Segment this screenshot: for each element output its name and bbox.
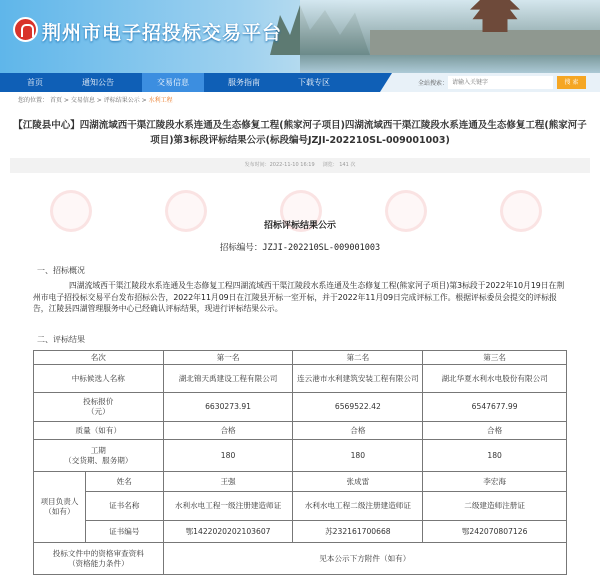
table-cell: 合格 xyxy=(293,422,423,440)
table-header-row xyxy=(34,351,567,365)
section-overview: 一、招标概况 xyxy=(37,266,85,275)
row-label: 工期 （交货期、服务期） xyxy=(34,440,164,472)
row-label: 投标报价 （元） xyxy=(34,393,164,422)
doc-code: 招标编号：JZJI-202210SL-009001003 xyxy=(219,243,381,253)
table-cell: 合格 xyxy=(423,422,567,440)
table-cell: 鄂242070807126 xyxy=(423,521,567,543)
search-label: 全站搜索： xyxy=(418,80,449,87)
main-nav xyxy=(0,73,600,92)
views-unit: 次 xyxy=(350,162,356,168)
breadcrumb-current[interactable]: 水利工程 xyxy=(148,97,173,104)
table-cell: 王强 xyxy=(163,472,293,492)
table-cell: 见本公示下方附件（如有） xyxy=(163,543,566,575)
table-cell: 合格 xyxy=(163,422,293,440)
table-cell: 湖北华夏水利水电股份有限公司 xyxy=(423,365,567,393)
section-results: 二、评标结果 xyxy=(37,335,85,344)
views-label: 浏览： xyxy=(322,162,338,168)
publish-time: 2022-11-10 16:19 xyxy=(269,162,315,168)
row-label: 姓名 xyxy=(85,472,163,492)
breadcrumb-separator: > xyxy=(141,97,147,104)
table-cell: 水利水电工程一级注册建造师证 xyxy=(163,492,293,521)
table-cell: 6630273.91 xyxy=(163,393,293,422)
breadcrumb xyxy=(18,95,173,104)
table-cell: 180 xyxy=(163,440,293,472)
breadcrumb-trading[interactable]: 交易信息 xyxy=(70,97,95,104)
article-title: 【江陵县中心】四湖流域西干渠江陵段水系连通及生态修复工程(熊家河子项目)四湖流域西干渠江陵段水系连通及生态修复工程(熊家河子项目)第3标段评标结果公示(标段编号JZJI-202210SL-009001003) xyxy=(13,120,587,146)
nav-home[interactable]: 首页 xyxy=(27,78,43,87)
site-logo-icon[interactable] xyxy=(13,17,38,42)
table-cell: 连云港市水利建筑安装工程有限公司 xyxy=(293,365,423,393)
table-row xyxy=(34,440,567,472)
site-title[interactable]: 荆州市电子招投标交易平台 xyxy=(42,22,283,44)
table-cell: 湖北锦天禹建设工程有限公司 xyxy=(163,365,293,393)
table-cell: 6547677.99 xyxy=(423,393,567,422)
nav-notices[interactable]: 通知公告 xyxy=(82,78,114,87)
table-cell: 张成雷 xyxy=(293,472,423,492)
breadcrumb-separator: > xyxy=(96,97,102,104)
nav-service-guide[interactable]: 服务指南 xyxy=(228,78,260,87)
table-row xyxy=(34,521,567,543)
table-cell: 6569522.42 xyxy=(293,393,423,422)
header-first: 第一名 xyxy=(163,351,293,365)
table-cell: 180 xyxy=(423,440,567,472)
table-row xyxy=(34,492,567,521)
table-row xyxy=(34,422,567,440)
table-cell: 苏232161700668 xyxy=(293,521,423,543)
header-second: 第二名 xyxy=(293,351,423,365)
table-cell: 二级建造师注册证 xyxy=(423,492,567,521)
header-third: 第三名 xyxy=(423,351,567,365)
table-row xyxy=(34,472,567,492)
header-banner xyxy=(0,0,600,73)
row-label: 证书编号 xyxy=(85,521,163,543)
table-row xyxy=(34,393,567,422)
row-label: 投标文件中的资格审查资料 （资格能力条件） xyxy=(34,543,164,575)
table-cell: 李宏海 xyxy=(423,472,567,492)
nav-downloads[interactable]: 下载专区 xyxy=(298,78,330,87)
row-label: 证书名称 xyxy=(85,492,163,521)
search-button[interactable]: 搜 索 xyxy=(557,76,586,89)
breadcrumb-home[interactable]: 首页 xyxy=(49,97,62,104)
table-cell: 水利水电工程二级注册建造师证 xyxy=(293,492,423,521)
table-cell: 鄂1422020202103607 xyxy=(163,521,293,543)
manager-label: 项目负责人 （如有） xyxy=(34,472,86,543)
breadcrumb-separator: > xyxy=(63,97,69,104)
search-input[interactable] xyxy=(448,76,553,89)
views-count: 141 xyxy=(339,162,349,168)
banner-city-wall xyxy=(370,30,600,55)
row-label: 质量（如有） xyxy=(34,422,164,440)
results-table xyxy=(33,350,567,575)
table-row xyxy=(34,543,567,575)
table-row xyxy=(34,365,567,393)
row-label: 中标候选人名称 xyxy=(34,365,164,393)
table-cell: 180 xyxy=(293,440,423,472)
breadcrumb-prefix: 您的位置： xyxy=(18,97,49,104)
header-rank: 名次 xyxy=(34,351,164,365)
overview-paragraph: 四湖流域西干渠江陵段水系连通及生态修复工程四湖流域西干渠江陵段水系连通及生态修复工程(熊家河子项目)第3标段于2022年10月19日在荆州市电子招投标交易平台发布招标公告，2022年11月09日在江陵县开标一室开标，并于2022年11月09日完成评标工作。根据评标委员会提交的评标报告，江陵县四湖管理服务中心已经确认评标结果，现进行评标结果公示。 xyxy=(33,281,565,313)
nav-trading-info[interactable]: 交易信息 xyxy=(142,73,204,92)
doc-title: 招标评标结果公示 xyxy=(263,221,336,231)
breadcrumb-results[interactable]: 评标结果公示 xyxy=(103,97,140,104)
article-meta xyxy=(10,158,590,173)
publish-label: 发布时间： xyxy=(244,162,270,168)
